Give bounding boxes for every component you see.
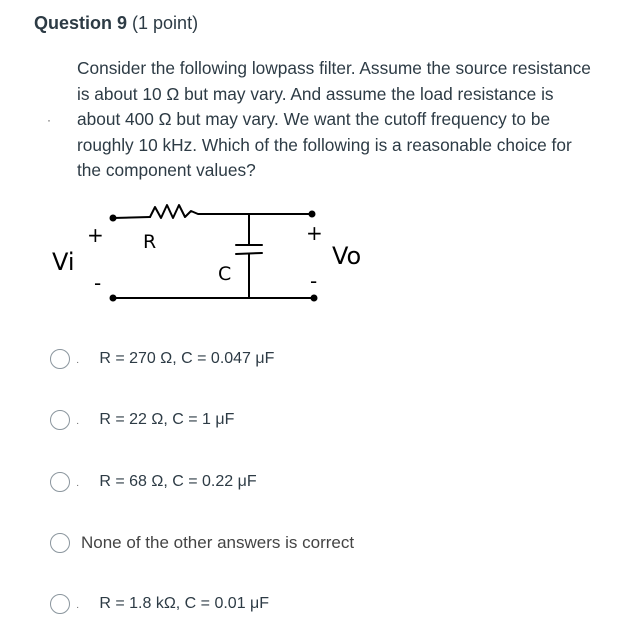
option-label[interactable]: R = 1.8 kΩ, C = 0.01 μF [99,595,270,612]
option-dot: · [76,356,80,368]
vo-label: Vo [332,242,362,270]
top-wire-left [113,217,150,218]
vo-bottom-terminal [312,296,317,301]
question-points: (1 point) [132,13,199,33]
vo-top-terminal [310,212,315,217]
circuit-diagram [40,192,380,312]
answer-option-3[interactable] [50,469,257,495]
answer-option-2[interactable] [50,407,234,433]
radio-button[interactable] [50,533,70,553]
resistor-label: R [143,231,157,253]
option-dot: · [76,479,80,491]
option-label[interactable]: R = 68 Ω, C = 0.22 μF [99,473,257,490]
radio-button[interactable] [50,349,70,369]
vi-label: Vi [52,248,75,276]
option-dot: · [76,601,80,613]
vo-minus-label: - [310,269,318,293]
capacitor-label: C [218,263,232,285]
vi-minus-label: - [94,271,102,295]
option-dot: · [76,417,80,429]
vi-plus-label: + [87,223,104,247]
answer-option-5[interactable] [50,591,269,617]
resistor [150,205,238,218]
question-number: Question 9 [34,13,128,33]
option-label[interactable]: R = 270 Ω, C = 0.047 μF [99,350,275,367]
option-label[interactable]: None of the other answers is correct [81,533,355,552]
option-label[interactable]: R = 22 Ω, C = 1 μF [99,411,235,428]
question-stem: Consider the following lowpass filter. Assume the source resistance is about 10 Ω but may vary. And assume the load resistance is about 400 Ω but may vary. We want the cutoff frequency to be roughly 10 kHz. Which of the following is a reasonable choice for the component values? [77,58,591,180]
margin-dot: · [47,113,51,127]
radio-button[interactable] [50,410,70,430]
question-header [34,13,198,34]
radio-button[interactable] [50,472,70,492]
vo-plus-label: + [306,221,323,245]
radio-button[interactable] [50,594,70,614]
answer-option-1[interactable] [50,346,274,372]
answer-option-4[interactable] [50,530,354,556]
